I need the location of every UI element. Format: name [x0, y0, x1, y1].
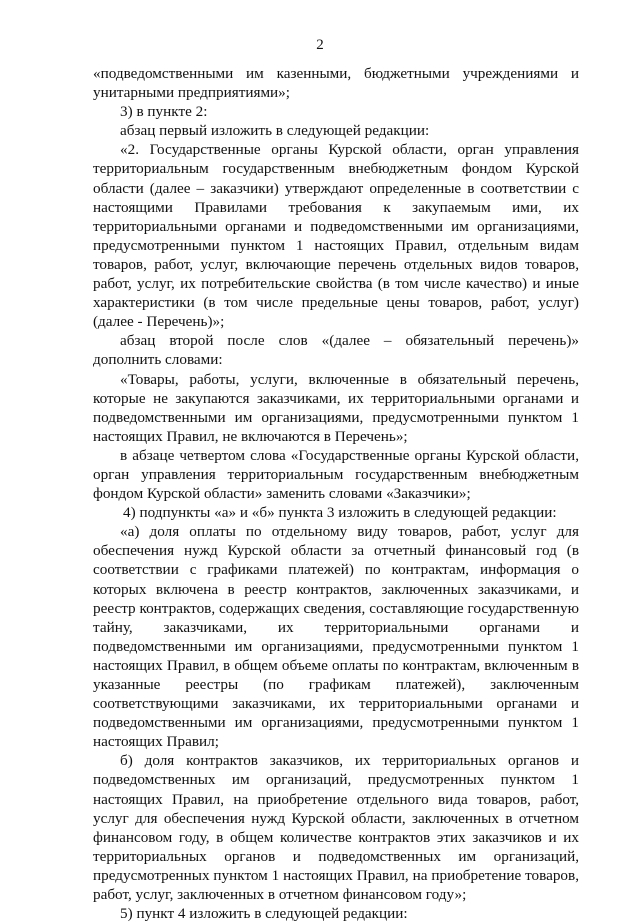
- paragraph-subitem-a: «а) доля оплаты по отдельному виду товаров, работ, услуг для обеспечения нужд Курской области за отчетный финансовый год (в соответствии с графиками платежей) по контрактам, информация о которых включена в реестр контрактов, заключенных заказчиками, и реестр контрактов, содержащих сведения, составляющие государственную тайну, заказчиками, их территориальными органами и подведомственными им организациями, предусмотренными пунктом 1 настоящих Правил, в общем объеме оплаты по контрактам, включенным в указанные реестры (по графикам платежей), заключенным соответствующими заказчиками, их территориальными органами и подведомственными им организациями, предусмотренными пунктом 1 настоящих Правил;: [93, 523, 579, 751]
- paragraph-subitem-b: б) доля контрактов заказчиков, их территориальных органов и подведомственных им организаций, предусмотренных пунктом 1 настоящих Правил, на приобретение отдельного вида товаров, работ, услуг для обеспечения нужд Курской области, заключенных в отчетном финансовом году, в общем количестве контрактов этих заказчиков и их территориальных органов и подведомственных им организаций, предусмотренных пунктом 1 настоящих Правил, на приобретение товаров, работ, услуг, заключенных в отчетном финансовом году»;: [93, 752, 579, 904]
- paragraph-goods-quote: «Товары, работы, услуги, включенные в обязательный перечень, которые не закупаются заказчиками, их территориальными органами и подведомственными им организациями, предусмотренными пунктом 1 настоящих Правил, не включаются в Перечень»;: [93, 370, 579, 445]
- page-number: 2: [316, 37, 324, 53]
- paragraph-item-4: 4) подпункты «а» и «б» пункта 3 изложить в следующей редакции:: [123, 504, 557, 522]
- paragraph-second-abzac: абзац второй после слов «(далее – обязательный перечень)» дополнить словами:: [93, 332, 579, 369]
- paragraph-item-3: 3) в пункте 2:: [120, 103, 208, 121]
- paragraph-clause-2: «2. Государственные органы Курской области, орган управления территориальным государственным внебюджетным фондом Курской области (далее – заказчики) утверждают определенные в соответствии с настоящими Правилами требования к закупаемым ими, их территориальными органами и подведомственными им организациями, предусмотренными пунктом 1 настоящих Правил, отдельным видам товаров, работ, услуг, включающие перечень отдельных видов товаров, работ, услуг, их потребительские свойства (в том числе качество) и иные характеристики (в том числе предельные цены товаров, работ, услуг) (далее - Перечень)»;: [93, 141, 579, 331]
- paragraph-continuation: «подведомственными им казенными, бюджетными учреждениями и унитарными предприятиями»;: [93, 65, 579, 102]
- document-body: [93, 64, 579, 923]
- paragraph-item-5: 5) пункт 4 изложить в следующей редакции:: [120, 905, 408, 923]
- paragraph-first-abzac: абзац первый изложить в следующей редакции:: [120, 122, 430, 140]
- paragraph-fourth-abzac: в абзаце четвертом слова «Государственные органы Курской области, орган управления территориальным государственным внебюджетным фондом Курской области» заменить словами «Заказчики»;: [93, 446, 579, 503]
